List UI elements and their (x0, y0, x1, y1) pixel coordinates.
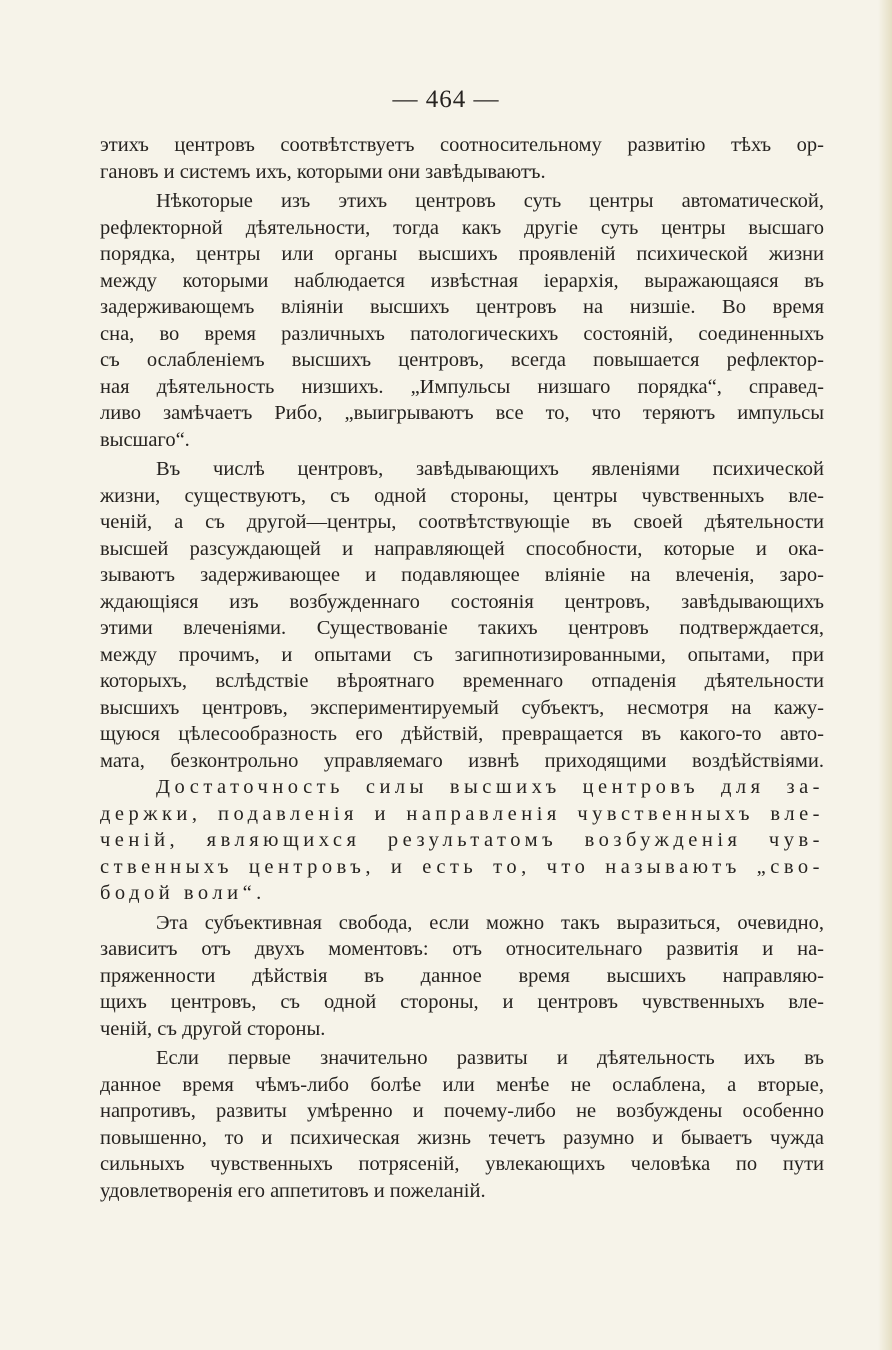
text-line: бодой воли“. (100, 882, 266, 904)
text-line: ченій, а съ другой—центры, соотвѣтствующіе въ своей дѣятельности (100, 511, 824, 533)
text-line: щуюся цѣлесообразность его дѣйствій, превращается въ какого-то авто- (100, 723, 824, 745)
text-line: между которыми наблюдается извѣстная іерархія, выражающаяся въ (100, 269, 824, 292)
text-line: мата, безконтрольно управляемаго извнѣ приходящими воздѣйствіями. (100, 749, 824, 772)
paragraph (100, 132, 824, 185)
page-number: — 464 — (392, 86, 500, 113)
emphasized-paragraph (100, 774, 824, 907)
text-line: которыхъ, вслѣдствіе вѣроятнаго временнаго отпаденія дѣятельности (100, 670, 824, 692)
text-line: удовлетворенія его аппетитовъ и пожеланій. (100, 1179, 486, 1202)
text-line: Нѣкоторые изъ этихъ центровъ суть центры автоматической, (156, 190, 824, 212)
text-line: зываютъ задерживающее и подавляющее вліяніе на влеченія, заро- (100, 564, 824, 586)
text-line: Въ числѣ центровъ, завѣдывающихъ явленіями психической (156, 458, 824, 480)
text-line: рефлекторной дѣятельности, тогда какъ другіе суть центры высшаго (100, 216, 824, 239)
text-line: между прочимъ, и опытами съ загипнотизированными, опытами, при (100, 643, 824, 666)
text-line: ченій, являющихся результатомъ возбужденія чув- (100, 829, 824, 851)
text-line: съ ослабленіемъ высшихъ центровъ, всегда повышается рефлектор- (100, 349, 824, 371)
text-line: пряженности дѣйствія въ данное время высшихъ направляю- (100, 964, 824, 987)
text-line: щихъ центровъ, съ одной стороны, и центровъ чувственныхъ вле- (100, 991, 824, 1013)
text-line: высшей разсуждающей и направляющей способности, которые и ока- (100, 537, 824, 560)
text-line: жизни, существуютъ, съ одной стороны, центры чувственныхъ вле- (100, 484, 824, 507)
paragraph (100, 910, 824, 1043)
text-line: высшихъ центровъ, экспериментируемый субъектъ, несмотря на кажу- (100, 696, 824, 719)
text-line: ливо замѣчаетъ Рибо, „выигрываютъ все то, что теряютъ импульсы (100, 402, 824, 424)
text-line: Эта субъективная свобода, если можно такъ выразиться, очевидно, (156, 911, 824, 934)
text-line: ственныхъ центровъ, и есть то, что называютъ „сво- (100, 855, 824, 878)
text-line: этими влеченіями. Существованіе такихъ центровъ подтверждается, (100, 617, 824, 639)
paragraph (100, 456, 824, 774)
text-line: порядка, центры или органы высшихъ проявленій психической жизни (100, 243, 824, 265)
text-line: ченій, съ другой стороны. (100, 1017, 326, 1040)
text-line: держки, подавленія и направленія чувственныхъ вле- (100, 802, 824, 825)
page-edge-shadow (878, 0, 892, 1350)
text-line: ждающіяся изъ возбужденнаго состоянія центровъ, завѣдывающихъ (100, 590, 824, 613)
text-line: зависитъ отъ двухъ моментовъ: отъ относительнаго развитія и на- (100, 938, 824, 960)
text-line: Если первые значительно развиты и дѣятельность ихъ въ (156, 1047, 824, 1069)
text-line: ная дѣятельность низшихъ. „Импульсы низшаго порядка“, справед- (100, 375, 824, 398)
text-line: высшаго“. (100, 428, 190, 451)
body-text (100, 132, 824, 1204)
text-line: напротивъ, развиты умѣренно и почему-либо не возбуждены особенно (100, 1100, 824, 1122)
paragraph (100, 188, 824, 453)
paragraph (100, 1045, 824, 1204)
text-line: данное время чѣмъ-либо болѣе или менѣе не ослаблена, а вторые, (100, 1073, 824, 1096)
text-line: Достаточность силы высшихъ центровъ для за- (156, 776, 824, 798)
text-line: сна, во время различныхъ патологическихъ состояній, соединенныхъ (100, 322, 824, 345)
text-line: повышенно, то и психическая жизнь течетъ разумно и бываетъ чужда (100, 1126, 824, 1149)
text-line: этихъ центровъ соотвѣтствуетъ соотносительному развитію тѣхъ ор- (100, 134, 824, 156)
text-line: гановъ и системъ ихъ, которыми они завѣдываютъ. (100, 160, 546, 183)
text-line: задерживающемъ вліяніи высшихъ центровъ на низшіе. Во время (100, 296, 824, 318)
text-line: сильныхъ чувственныхъ потрясеній, увлекающихъ человѣка по пути (100, 1153, 824, 1175)
